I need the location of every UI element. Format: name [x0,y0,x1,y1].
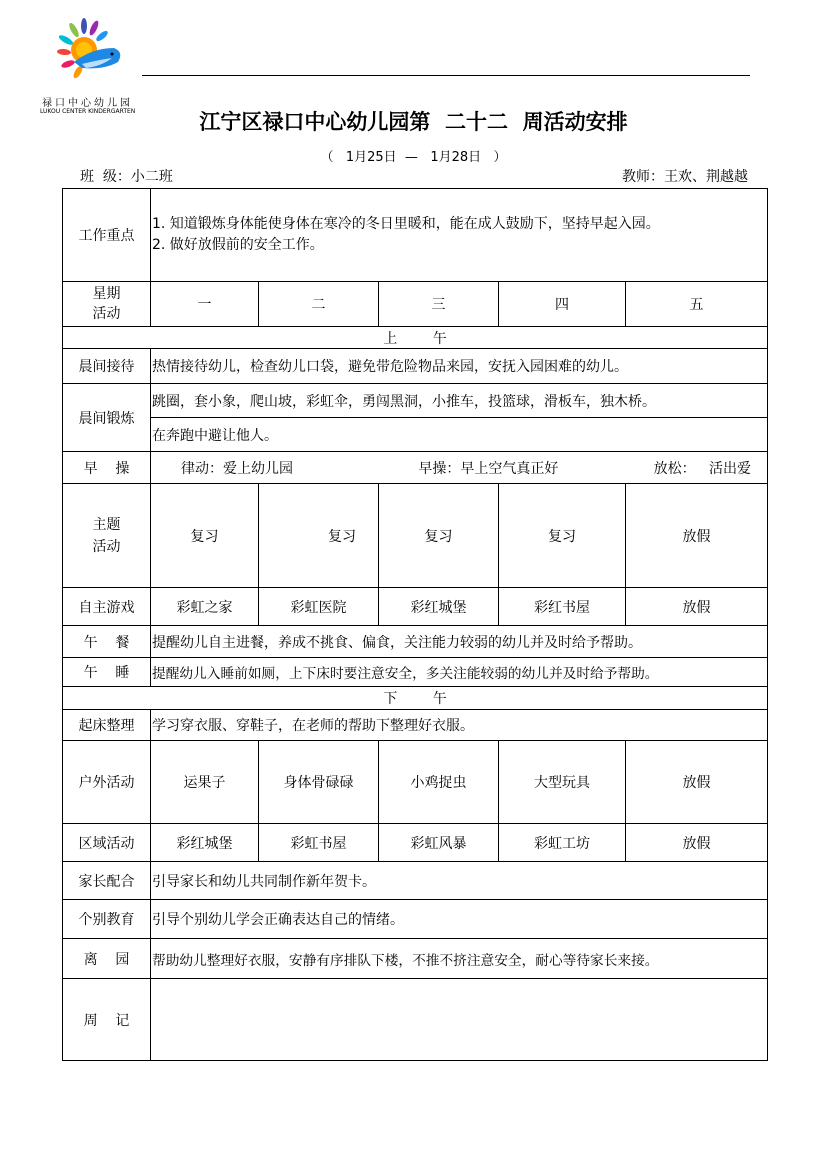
free-play-cell: 彩红书屋 [499,588,626,626]
theme-cell: 复习 [259,484,379,588]
outdoor-cell: 大型玩具 [499,741,626,824]
class-label: 班 级：小二班 [80,169,173,185]
outdoor-label: 户外活动 [63,741,151,824]
weekday-cell: 三 [379,282,499,327]
individual-label: 个别教育 [63,900,151,939]
morning-exercise-label: 早 操 [63,452,151,484]
afternoon-section-label: 下 午 [63,687,768,710]
morning-exercise-cell [151,452,768,484]
exercise-row [63,384,768,418]
weekday-cell: 一 [151,282,259,327]
parents-text: 引导家长和幼儿共同制作新年贺卡。 [151,862,768,900]
outdoor-cell: 身体骨碌碌 [259,741,379,824]
free-play-cell: 放假 [626,588,768,626]
exercise-text-1: 跳圈，套小象，爬山坡，彩虹伞，勇闯黑洞，小推车，投篮球，滑板车，独木桥。 [151,384,768,418]
free-play-row [63,588,768,626]
leave-label: 离 园 [63,939,151,979]
page-title: 江宁区禄口中心幼儿园第 二十二 周活动安排 [199,109,628,134]
exercise-label: 晨间锻炼 [63,384,151,452]
logo-text-en: LUKOU CENTER KINDERGARTEN [40,108,136,115]
weekday-cell: 五 [626,282,768,327]
free-play-cell: 彩虹之家 [151,588,259,626]
free-play-label: 自主游戏 [63,588,151,626]
reception-label: 晨间接待 [63,349,151,384]
wakeup-label: 起床整理 [63,710,151,741]
logo-dolphin-icon [52,18,132,94]
area-label: 区域活动 [63,824,151,862]
outdoor-cell: 运果子 [151,741,259,824]
logo-text-cn: 禄口中心幼儿园 [42,98,133,109]
leave-text: 帮助幼儿整理好衣服，安静有序排队下楼，不推不挤注意安全，耐心等待家长来接。 [151,939,768,979]
lunch-label: 午 餐 [63,626,151,658]
outdoor-cell: 小鸡捉虫 [379,741,499,824]
free-play-cell: 彩虹医院 [259,588,379,626]
morning-exercise-row [63,452,768,484]
morning-section-label: 上 午 [63,327,768,349]
area-cell: 彩虹工坊 [499,824,626,862]
theme-cell: 放假 [626,484,768,588]
individual-text: 引导个别幼儿学会正确表达自己的情绪。 [151,900,768,939]
weekly-notes-row [63,979,768,1061]
weekly-notes-text [151,979,768,1061]
area-cell: 彩虹书屋 [259,824,379,862]
weekday-cell: 四 [499,282,626,327]
reception-text: 热情接待幼儿，检查幼儿口袋，避免带危险物品来园，安抚入园困难的幼儿。 [151,349,768,384]
area-row [63,824,768,862]
area-cell: 彩虹风暴 [379,824,499,862]
weekday-row [63,282,768,327]
theme-cell: 复习 [151,484,259,588]
rhythm-text: 律动：爱上幼儿园 [181,460,293,477]
area-cell: 放假 [626,824,768,862]
header-rule [142,75,750,76]
lunch-row [63,626,768,658]
theme-cell: 复习 [379,484,499,588]
weekly-notes-label: 周 记 [63,979,151,1061]
theme-label: 主题 活动 [63,484,151,588]
schedule-table [62,188,768,1061]
relax-text: 放松： 活出爱 [653,460,752,477]
focus-label: 工作重点 [63,189,151,282]
weekday-cell: 二 [259,282,379,327]
individual-row [63,900,768,939]
nap-text: 提醒幼儿入睡前如厕，上下床时要注意安全，多关注能较弱的幼儿并及时给予帮助。 [151,658,768,687]
afternoon-section-row [63,687,768,710]
wakeup-row [63,710,768,741]
focus-row [63,189,768,282]
date-range: （ 1月25日 — 1月28日 ） [320,150,507,165]
teacher-label: 教师：王欢、荆越越 [622,169,748,185]
reception-row [63,349,768,384]
theme-row [63,484,768,588]
outdoor-row [63,741,768,824]
weekday-label: 星期 活动 [63,282,151,327]
outdoor-cell: 放假 [626,741,768,824]
exercise-text-2: 在奔跑中避让他人。 [151,418,768,452]
morning-section-row [63,327,768,349]
kindergarten-logo [38,18,148,118]
theme-cell: 复习 [499,484,626,588]
wakeup-text: 学习穿衣服、穿鞋子，在老师的帮助下整理好衣服。 [151,710,768,741]
parents-label: 家长配合 [63,862,151,900]
area-cell: 彩红城堡 [151,824,259,862]
lunch-text: 提醒幼儿自主进餐，养成不挑食、偏食，关注能力较弱的幼儿并及时给予帮助。 [151,626,768,658]
free-play-cell: 彩红城堡 [379,588,499,626]
nap-row [63,658,768,687]
nap-label: 午 睡 [63,658,151,687]
focus-text: 1. 知道锻炼身体能使身体在寒冷的冬日里暖和，能在成人鼓励下，坚持早起入园。 2. 做好放假前的安全工作。 [151,189,768,282]
leave-row [63,939,768,979]
exercise-row-2 [63,418,768,452]
drill-text: 早操：早上空气真正好 [418,460,559,477]
parents-row [63,862,768,900]
